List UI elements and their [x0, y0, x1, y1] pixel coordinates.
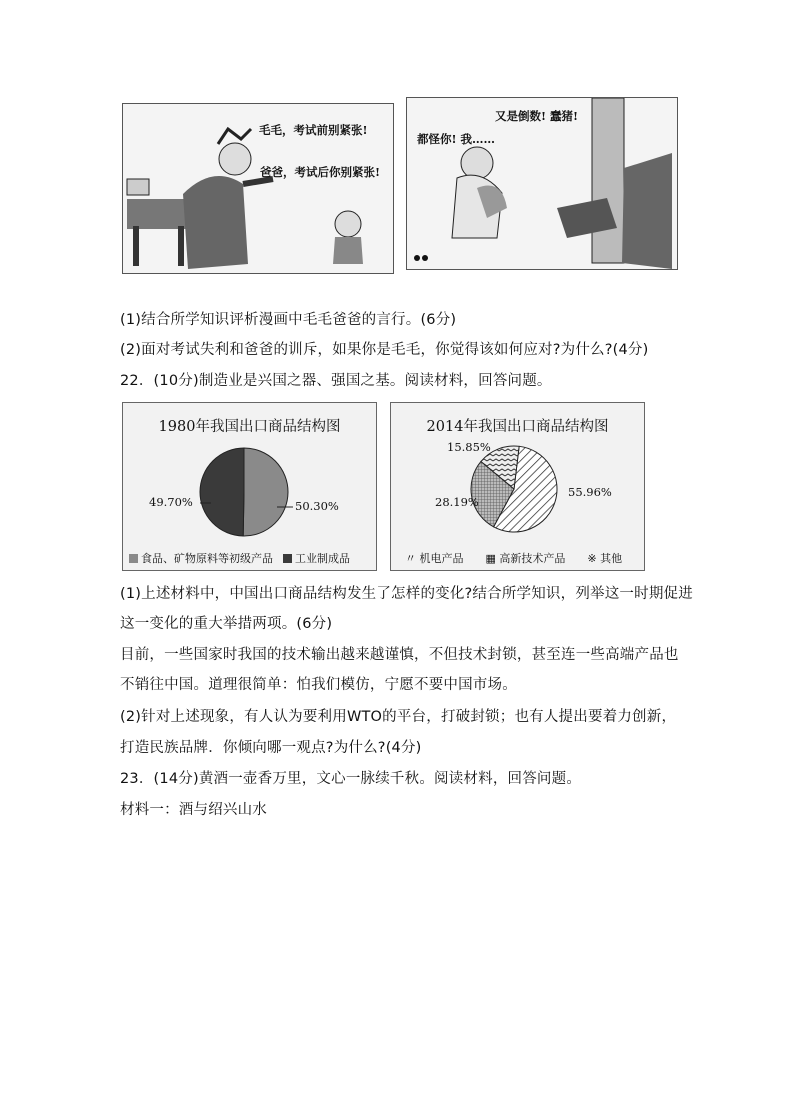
data-label: 50.30%	[295, 499, 339, 513]
pie-1980-svg	[123, 403, 376, 570]
speech-bubble: 毛毛，考试前别紧张!	[259, 123, 368, 137]
legend-item: 食品、矿物原料等初级产品	[129, 550, 273, 566]
question-22-stem: 22．(10分)制造业是兴国之器、强国之基。阅读材料，回答问题。	[120, 373, 552, 389]
pie-slice	[243, 448, 288, 536]
question-23-stem: 23．(14分)黄酒一壶香万里，文心一脉续千秋。阅读材料，回答问题。	[120, 771, 582, 787]
chart-title: 1980年我国出口商品结构图	[158, 419, 341, 435]
legend-item: 工业制成品	[283, 550, 350, 566]
pie-chart-2014	[390, 402, 645, 571]
question-22-1-line1: (1)上述材料中，中国出口商品结构发生了怎样的变化?结合所学知识，列举这一时期促进	[120, 586, 693, 602]
material-one-title: 材料一：酒与绍兴山水	[120, 802, 267, 818]
material-line2: 不销往中国。道理很简单：怕我们模仿，宁愿不要中国市场。	[120, 677, 517, 693]
data-label: 55.96%	[568, 485, 612, 499]
question-21-1: (1)结合所学知识评析漫画中毛毛爸爸的言行。(6分)	[120, 312, 457, 328]
data-label: 28.19%	[435, 495, 479, 509]
question-22-2-line1: (2)针对上述现象，有人认为要利用WTO的平台，打破封锁；也有人提出要着力创新，	[120, 709, 677, 725]
material-line1: 目前，一些国家时我国的技术输出越来越谨慎，不但技术封锁，甚至连一些高端产品也	[120, 647, 679, 663]
chart-legend	[405, 550, 638, 566]
wave-icon: ※	[587, 552, 597, 565]
data-label: 49.70%	[149, 495, 193, 509]
hatch-icon: 〃	[405, 552, 416, 565]
question-22-2-line2: 打造民族品牌．你倾向哪一观点?为什么?(4分)	[120, 740, 422, 756]
legend-item: 〃 机电产品	[405, 552, 464, 565]
chart-title: 2014年我国出口商品结构图	[426, 419, 609, 435]
grid-icon: ▦	[485, 552, 496, 565]
chart-legend	[129, 550, 370, 566]
legend-swatch-icon	[283, 554, 292, 563]
cartoon-panel-1	[122, 103, 394, 274]
speech-bubble: 都怪你! 我……	[417, 132, 496, 146]
cartoon-panel-2	[406, 97, 678, 270]
speech-bubble: 又是倒数! 蠢猪!	[495, 109, 579, 123]
speech-bubble: 爸爸，考试后你别紧张!	[260, 165, 381, 179]
question-22-1-line2: 这一变化的重大举措两项。(6分)	[120, 616, 333, 632]
legend-item: ※ 其他	[587, 552, 623, 565]
legend-item: ▦ 高新技术产品	[485, 552, 566, 565]
pie-slice	[200, 448, 244, 536]
legend-swatch-icon	[129, 554, 138, 563]
question-21-2: (2)面对考试失利和爸爸的训斥，如果你是毛毛，你觉得该如何应对?为什么?(4分)	[120, 342, 649, 358]
pie-chart-1980	[122, 402, 377, 571]
data-label: 15.85%	[447, 440, 491, 454]
